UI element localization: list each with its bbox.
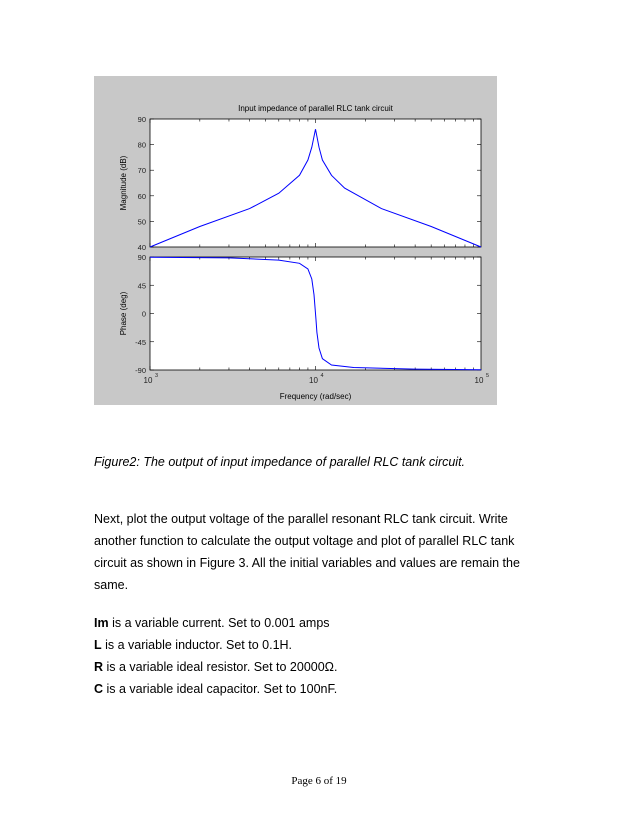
y-tick-label: 60 bbox=[137, 191, 146, 201]
x-tick-exponent: 3 bbox=[155, 373, 159, 379]
definition-term: R bbox=[94, 660, 104, 674]
y-tick-label: 90 bbox=[137, 115, 146, 124]
x-tick-label: 10 bbox=[309, 376, 318, 385]
x-tick-exponent: 5 bbox=[486, 373, 490, 379]
definition-item bbox=[94, 612, 338, 634]
y-tick-label: 40 bbox=[137, 243, 146, 252]
definition-item bbox=[94, 678, 338, 700]
y-tick-label: 50 bbox=[137, 217, 146, 227]
phase-ylabel: Phase (deg) bbox=[119, 291, 128, 336]
definition-text: is a variable ideal resistor. Set to 20000Ω. bbox=[103, 660, 338, 674]
definition-text: is a variable current. Set to 0.001 amps bbox=[108, 616, 330, 630]
definition-item bbox=[94, 656, 338, 678]
y-tick-label: -45 bbox=[135, 337, 146, 347]
x-tick-label: 10 bbox=[143, 376, 153, 385]
y-tick-label: 90 bbox=[137, 253, 146, 262]
variable-definitions bbox=[94, 612, 338, 700]
y-tick-label: -90 bbox=[135, 366, 146, 375]
paragraph-text: Next, plot the output voltage of the parallel resonant RLC tank circuit. Write another function to calculate the output voltage and plot of parallel RLC tank circuit as shown in Figure 3. All the initial variables and values are remain the same. bbox=[94, 512, 520, 592]
definition-term: L bbox=[94, 638, 102, 652]
figure-caption: Figure2: The output of input impedance of parallel RLC tank circuit. bbox=[94, 455, 466, 469]
impedance-chart bbox=[94, 76, 497, 405]
definition-text: is a variable inductor. Set to 0.1H. bbox=[101, 638, 293, 652]
x-tick-label: 10 bbox=[474, 376, 484, 385]
magnitude-ylabel: Magnitude (dB) bbox=[119, 155, 128, 211]
definition-text: is a variable ideal capacitor. Set to 100nF. bbox=[103, 682, 338, 696]
y-tick-label: 45 bbox=[137, 281, 146, 291]
figure-panel bbox=[94, 76, 497, 405]
definition-term: C bbox=[94, 682, 104, 696]
x-axis-label: Frequency (rad/sec) bbox=[279, 392, 352, 401]
definition-item bbox=[94, 634, 338, 656]
magnitude-axes bbox=[150, 119, 481, 247]
page-number: Page 6 of 19 bbox=[291, 775, 347, 787]
definition-term: Im bbox=[94, 616, 109, 630]
y-tick-label: 0 bbox=[141, 309, 146, 319]
x-tick-exponent: 4 bbox=[320, 373, 324, 379]
y-tick-label: 80 bbox=[137, 140, 146, 150]
chart-title: Input impedance of parallel RLC tank circuit bbox=[238, 104, 393, 113]
y-tick-label: 70 bbox=[137, 166, 146, 176]
body-paragraph bbox=[94, 508, 544, 596]
